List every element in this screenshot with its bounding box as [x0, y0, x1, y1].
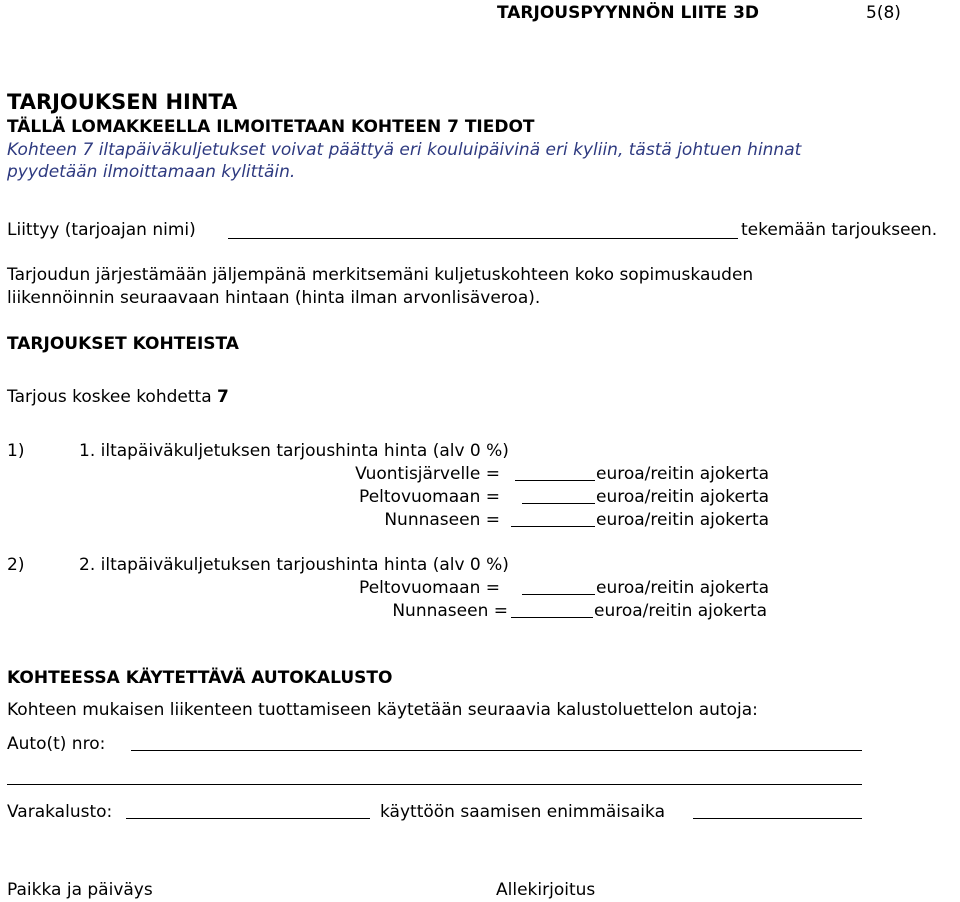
- place-date-label: Paikka ja päiväys: [7, 880, 153, 900]
- bidder-name-field[interactable]: [228, 238, 738, 239]
- price-field[interactable]: [511, 617, 593, 618]
- target-line: [7, 387, 229, 407]
- offer-item-1-title: 1. iltapäiväkuljetuksen tarjoushinta hinta (alv 0 %): [79, 441, 509, 461]
- unit-label: euroa/reitin ajokerta: [596, 464, 770, 484]
- price-field[interactable]: [515, 480, 595, 481]
- place-label: Vuontisjärvelle =: [355, 464, 500, 484]
- page-title: TARJOUKSEN HINTA: [7, 90, 238, 114]
- unit-label: euroa/reitin ajokerta: [596, 510, 770, 530]
- document-header-title: TARJOUSPYYNNÖN LIITE 3D: [497, 3, 760, 23]
- cars-label: Auto(t) nro:: [7, 734, 106, 754]
- offers-section-title: TARJOUKSET KOHTEISTA: [7, 334, 239, 354]
- price-field[interactable]: [511, 526, 595, 527]
- fleet-description: Kohteen mukaisen liikenteen tuottamiseen käytetään seuraavia kalustoluettelon autoja:: [7, 700, 758, 720]
- target-label: Tarjous koskee kohdetta: [7, 387, 212, 407]
- max-time-field[interactable]: [693, 818, 862, 819]
- spare-label: Varakalusto:: [7, 802, 113, 822]
- place-label: Peltovuomaan =: [359, 487, 500, 507]
- cars-field[interactable]: [131, 750, 862, 751]
- price-field[interactable]: [522, 503, 595, 504]
- offer-item-2-title: 2. iltapäiväkuljetuksen tarjoushinta hinta (alv 0 %): [79, 555, 509, 575]
- unit-label: euroa/reitin ajokerta: [596, 578, 770, 598]
- offer-text-line-1: Tarjoudun järjestämään jäljempänä merkitsemäni kuljetuskohteen koko sopimuskauden: [7, 265, 754, 285]
- fleet-section-title: KOHTEESSA KÄYTETTÄVÄ AUTOKALUSTO: [7, 668, 393, 688]
- place-label: Nunnaseen =: [384, 510, 500, 530]
- max-time-label: käyttöön saamisen enimmäisaika: [380, 802, 665, 822]
- place-label: Nunnaseen =: [392, 601, 508, 621]
- place-label: Peltovuomaan =: [359, 578, 500, 598]
- spare-field[interactable]: [126, 818, 370, 819]
- note-line-2: pyydetään ilmoittamaan kylittäin.: [7, 162, 296, 182]
- target-number: 7: [217, 387, 229, 407]
- signature-label: Allekirjoitus: [496, 880, 596, 900]
- offer-item-1-number: 1): [7, 441, 25, 461]
- price-field[interactable]: [522, 594, 595, 595]
- offer-item-2-number: 2): [7, 555, 25, 575]
- cars-field-continuation[interactable]: [7, 784, 862, 785]
- unit-label: euroa/reitin ajokerta: [594, 601, 768, 621]
- bidder-name-suffix: tekemään tarjoukseen.: [741, 220, 938, 240]
- bidder-name-label: Liittyy (tarjoajan nimi): [7, 220, 196, 240]
- page-subtitle: TÄLLÄ LOMAKKEELLA ILMOITETAAN KOHTEEN 7 TIEDOT: [7, 117, 535, 137]
- unit-label: euroa/reitin ajokerta: [596, 487, 770, 507]
- page-number: 5(8): [866, 3, 901, 23]
- note-line-1: Kohteen 7 iltapäiväkuljetukset voivat päättyä eri kouluipäivinä eri kyliin, tästä johtuen hinnat: [7, 140, 802, 160]
- offer-text-line-2: liikennöinnin seuraavaan hintaan (hinta ilman arvonlisäveroa).: [7, 288, 541, 308]
